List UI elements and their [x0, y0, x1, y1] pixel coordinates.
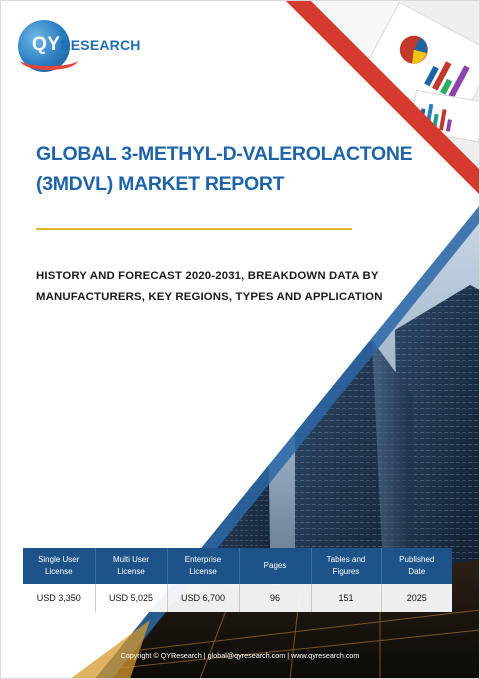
logo-initials: QY — [32, 34, 61, 55]
report-title — [36, 139, 413, 199]
price-enterprise: USD 6,700 — [167, 584, 239, 612]
header-enterprise-license — [167, 548, 239, 584]
header-text: Figures — [332, 567, 360, 576]
title-divider — [36, 228, 352, 230]
report-subtitle — [36, 266, 416, 308]
report-title-line: GLOBAL 3-METHYL-D-VALEROLACTONE — [36, 143, 413, 165]
header-text: Tables and — [326, 555, 366, 564]
header-published-date — [381, 548, 452, 584]
report-title-line: (3MDVL) MARKET REPORT — [36, 173, 285, 195]
header-text: Enterprise — [184, 555, 222, 564]
qyresearch-logo — [18, 20, 141, 76]
pricing-header-row — [23, 548, 452, 584]
price-single-user: USD 3,350 — [23, 584, 95, 612]
logo-wordmark — [32, 34, 141, 56]
header-text: License — [189, 567, 217, 576]
header-text: License — [117, 567, 145, 576]
price-multi-user: USD 5,025 — [95, 584, 167, 612]
published-date: 2025 — [381, 584, 452, 612]
header-single-user-license — [23, 548, 95, 584]
header-pages — [239, 548, 311, 584]
header-text: Date — [408, 567, 426, 576]
report-subtitle-line: HISTORY AND FORECAST 2020-2031, BREAKDOWN DATA BY — [36, 270, 379, 282]
header-text: Published — [399, 555, 435, 564]
pricing-value-row — [23, 584, 452, 612]
logo-rest: RESEARCH — [60, 37, 141, 53]
header-text: License — [44, 567, 73, 576]
header-text: Pages — [263, 561, 287, 570]
tables-figures-count: 151 — [311, 584, 381, 612]
header-tables-and-figures — [311, 548, 381, 584]
header-text: Multi User — [112, 555, 149, 564]
page-count: 96 — [239, 584, 311, 612]
copyright-footer: Copyright © QYResearch | global@qyresearch.com | www.qyresearch.com — [120, 651, 360, 660]
header-multi-user-license — [95, 548, 167, 584]
pricing-table — [23, 548, 452, 612]
header-text: Single User — [38, 555, 80, 564]
report-subtitle-line: MANUFACTURERS, KEY REGIONS, TYPES AND APPLICATION — [36, 291, 383, 303]
